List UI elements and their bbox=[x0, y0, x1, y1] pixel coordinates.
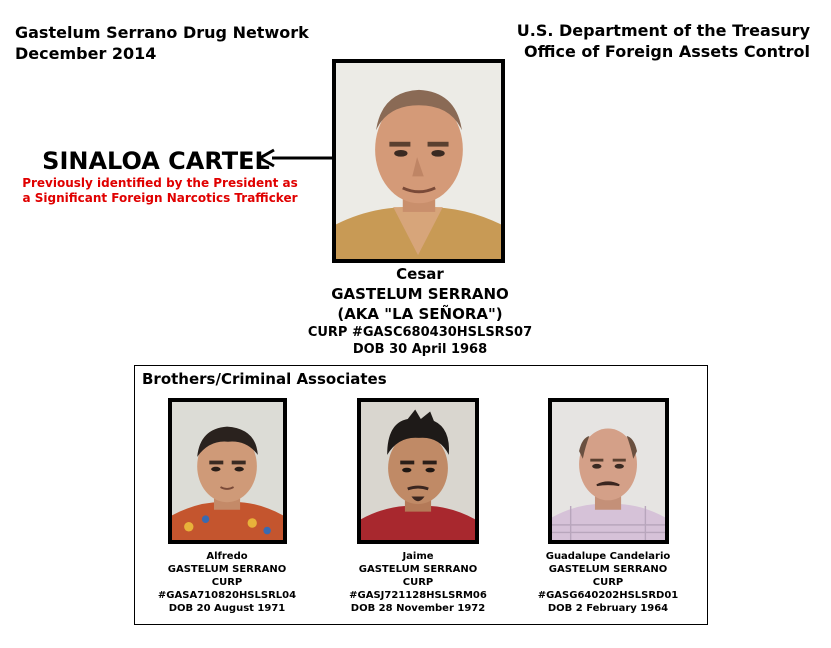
associates-title: Brothers/Criminal Associates bbox=[142, 370, 387, 388]
associate-curp: CURP #GASG640202HSLSRD01 bbox=[537, 577, 679, 601]
associate-photo bbox=[548, 398, 669, 544]
header-left bbox=[15, 22, 309, 64]
associate-first-name: Jaime bbox=[402, 551, 434, 562]
associate-photo bbox=[357, 398, 479, 544]
cartel-note-line1: Previously identified by the President as bbox=[22, 176, 298, 190]
main-last-name: GASTELUM SERRANO bbox=[331, 285, 509, 303]
associate-caption bbox=[142, 550, 312, 615]
associate-last-name: GASTELUM SERRANO bbox=[358, 564, 478, 575]
main-first-name: Cesar bbox=[396, 265, 444, 283]
main-curp: CURP #GASC680430HSLSRS07 bbox=[307, 325, 533, 340]
associate-caption bbox=[333, 550, 503, 615]
associate-curp: CURP #GASJ721128HSLSRM06 bbox=[349, 577, 487, 601]
associate-card bbox=[333, 398, 503, 615]
associate-dob: DOB 2 February 1964 bbox=[547, 603, 669, 614]
portrait-image bbox=[552, 402, 665, 540]
agency-name: U.S. Department of the Treasury bbox=[516, 21, 810, 40]
associate-last-name: GASTELUM SERRANO bbox=[167, 564, 287, 575]
associate-caption bbox=[523, 550, 693, 615]
date-label: December 2014 bbox=[15, 44, 157, 63]
main-aka: (AKA "LA SEÑORA") bbox=[337, 305, 503, 323]
associate-dob: DOB 20 August 1971 bbox=[168, 603, 286, 614]
associate-photo bbox=[168, 398, 287, 544]
office-name: Office of Foreign Assets Control bbox=[524, 42, 810, 61]
associate-card bbox=[523, 398, 693, 615]
portrait-image bbox=[361, 402, 475, 540]
associate-curp: CURP #GASA710820HSLSRL04 bbox=[157, 577, 297, 601]
associate-first-name: Alfredo bbox=[206, 551, 248, 562]
cartel-note-line2: a Significant Foreign Narcotics Trafficker bbox=[22, 191, 298, 205]
main-subject-info bbox=[290, 265, 550, 358]
header-right bbox=[517, 20, 810, 62]
associate-first-name: Guadalupe Candelario bbox=[545, 551, 671, 562]
associate-last-name: GASTELUM SERRANO bbox=[548, 564, 668, 575]
cartel-block bbox=[20, 146, 300, 206]
network-title: Gastelum Serrano Drug Network bbox=[15, 23, 309, 42]
main-dob: DOB 30 April 1968 bbox=[352, 342, 488, 357]
associate-dob: DOB 28 November 1972 bbox=[350, 603, 486, 614]
main-subject-photo bbox=[332, 59, 505, 263]
associates-box bbox=[134, 365, 708, 625]
portrait-image bbox=[336, 63, 501, 259]
portrait-image bbox=[172, 402, 283, 540]
cartel-name: SINALOA CARTEL bbox=[42, 147, 270, 175]
associate-card bbox=[142, 398, 312, 615]
